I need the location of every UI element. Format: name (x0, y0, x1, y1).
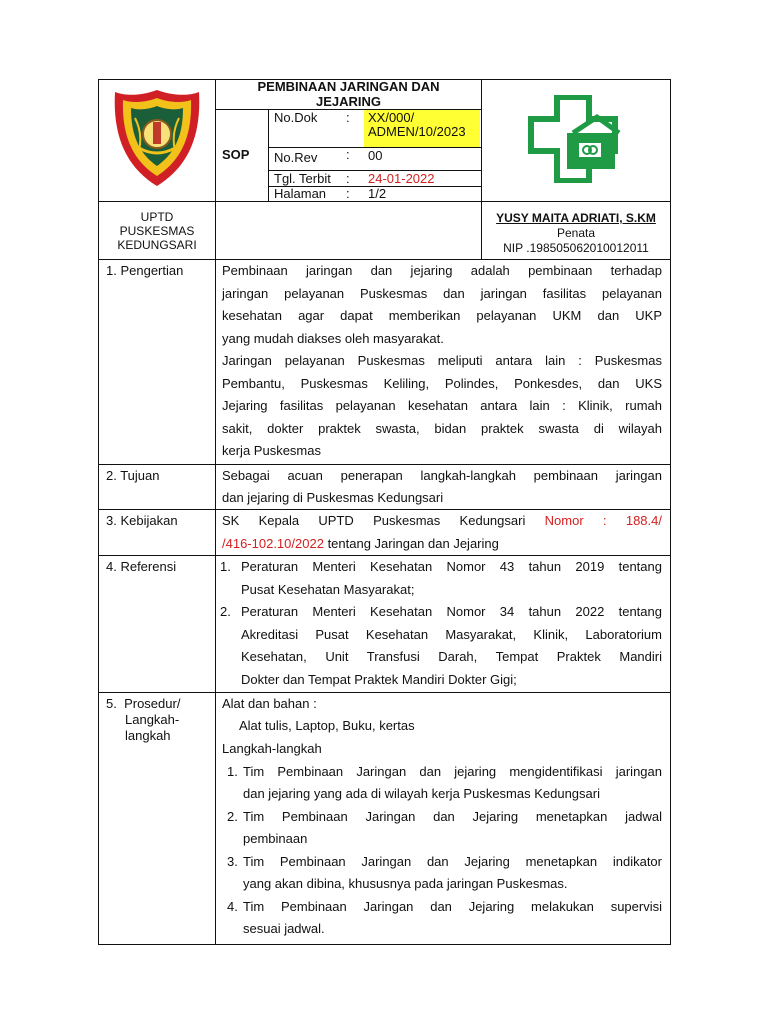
section-label-referensi: 4. Referensi (106, 559, 177, 574)
title-line-2: JEJARING (315, 94, 382, 109)
revision-sep: : (346, 147, 350, 162)
pengertian-line: sakit, dokter praktek swasta, bidan praktek swasta di wilayah (222, 421, 662, 436)
revision-value: 00 (368, 148, 383, 163)
step-num: 4. (227, 899, 238, 914)
referensi-line: Peraturan Menteri Kesehatan Nomor 43 tahun 2019 tentang (241, 559, 662, 574)
signatory-name: YUSY MAITA ADRIATI, S.KM (496, 211, 656, 225)
page-value: 1/2 (368, 186, 387, 201)
prosedur-label-2: Langkah- (125, 712, 180, 727)
step-line: yang akan dibina, khususnya pada jaringan Puskesmas. (243, 876, 568, 891)
step-num: 3. (227, 854, 238, 869)
prosedur-label-3: langkah (125, 728, 171, 743)
section-label-tujuan: 2. Tujuan (106, 468, 160, 483)
org-line-3: KEDUNGSARI (117, 238, 197, 252)
org-line-2: PUSKESMAS (119, 224, 195, 238)
referensi-num: 1. (220, 559, 231, 574)
issue-date-label: Tgl. Terbit (274, 171, 331, 186)
issue-date-sep: : (346, 171, 350, 186)
doc-number-sep: : (346, 110, 350, 125)
alat-heading: Alat dan bahan : (222, 696, 317, 711)
pengertian-line: jaringan pelayanan Puskesmas dan jaringan fasilitas pelayanan (222, 286, 662, 301)
signatory-rank: Penata (556, 226, 596, 240)
prosedur-label-1: 5. Prosedur/ (106, 696, 181, 711)
section-label-prosedur (106, 696, 214, 744)
org-name (99, 210, 215, 252)
step-line: Tim Pembinaan Jaringan dan Jejaring menetapkan jadwal (243, 809, 662, 824)
page-sep: : (346, 186, 350, 201)
step-line: Tim Pembinaan Jaringan dan Jejaring melakukan supervisi (243, 899, 662, 914)
pengertian-line: yang mudah diakses oleh masyarakat. (222, 331, 444, 346)
langkah-heading: Langkah-langkah (222, 741, 322, 756)
pengertian-line: kesehatan agar dapat memberikan pelayanan UKM dan UKP (222, 308, 662, 323)
step-num: 1. (227, 764, 238, 779)
kebijakan-number-cont: /416-102.10/2022 (222, 536, 324, 551)
section-label-pengertian: 1. Pengertian (106, 263, 184, 278)
step-line: Tim Pembinaan Jaringan dan Jejaring menetapkan indikator (243, 854, 662, 869)
step-num: 2. (227, 809, 238, 824)
pengertian-line: kerja Puskesmas (222, 443, 321, 458)
pengertian-line: Jejaring fasilitas pelayanan kesehatan antara lain : Klinik, rumah (222, 398, 662, 413)
step-line: dan jejaring yang ada di wilayah kerja Puskesmas Kedungsari (243, 786, 600, 801)
kebijakan-number: Nomor : 188.4/ (544, 513, 662, 528)
pengertian-line: Jaringan pelayanan Puskesmas meliputi antara lain : Puskesmas (222, 353, 662, 368)
referensi-line: Kesehatan, Unit Transfusi Darah, Tempat Praktek Mandiri (241, 649, 662, 664)
tujuan-line: dan jejaring di Puskesmas Kedungsari (222, 490, 444, 505)
pengertian-line: Pembantu, Puskesmas Keliling, Polindes, Ponkesdes, dan UKS (222, 376, 662, 391)
kebijakan-text: SK Kepala UPTD Puskesmas Kedungsari (222, 513, 526, 528)
org-line-1: UPTD (140, 210, 174, 224)
doc-number-value: XX/000/ (368, 110, 415, 125)
step-line: Tim Pembinaan Jaringan dan jejaring mengidentifikasi jaringan (243, 764, 662, 779)
doc-number-value-2: ADMEN/10/2023 (368, 124, 466, 139)
revision-label: No.Rev (274, 150, 318, 165)
alat-items: Alat tulis, Laptop, Buku, kertas (239, 718, 415, 733)
referensi-line: Pusat Kesehatan Masyarakat; (241, 582, 415, 597)
signatory-nip: NIP .198505062010012011 (503, 241, 649, 255)
kebijakan-line-2 (222, 536, 662, 552)
title-line-1: PEMBINAAN JARINGAN DAN (257, 79, 440, 94)
kebijakan-subject: tentang Jaringan dan Jejaring (327, 536, 499, 551)
sop-label: SOP (222, 147, 250, 162)
regional-seal-logo (113, 88, 201, 188)
page-label: Halaman (274, 186, 327, 201)
referensi-num: 2. (220, 604, 231, 619)
doc-number-label: No.Dok (274, 110, 318, 125)
referensi-line: Dokter dan Tempat Praktek Mandiri Dokter Gigi; (241, 672, 517, 687)
section-label-kebijakan: 3. Kebijakan (106, 513, 178, 528)
referensi-line: Akreditasi Pusat Kesehatan Masyarakat, Klinik, Laboratorium (241, 627, 662, 642)
document-title (216, 79, 481, 109)
step-line: sesuai jadwal. (243, 921, 325, 936)
tujuan-line: Sebagai acuan penerapan langkah-langkah pembinaan jaringan (222, 468, 662, 483)
kebijakan-line-1 (222, 513, 662, 529)
referensi-line: Peraturan Menteri Kesehatan Nomor 34 tahun 2022 tentang (241, 604, 662, 619)
pengertian-line: Pembinaan jaringan dan jejaring adalah pembinaan terhadap (222, 263, 662, 278)
puskesmas-logo (527, 95, 623, 183)
issue-date-value: 24-01-2022 (368, 171, 435, 186)
step-line: pembinaan (243, 831, 308, 846)
